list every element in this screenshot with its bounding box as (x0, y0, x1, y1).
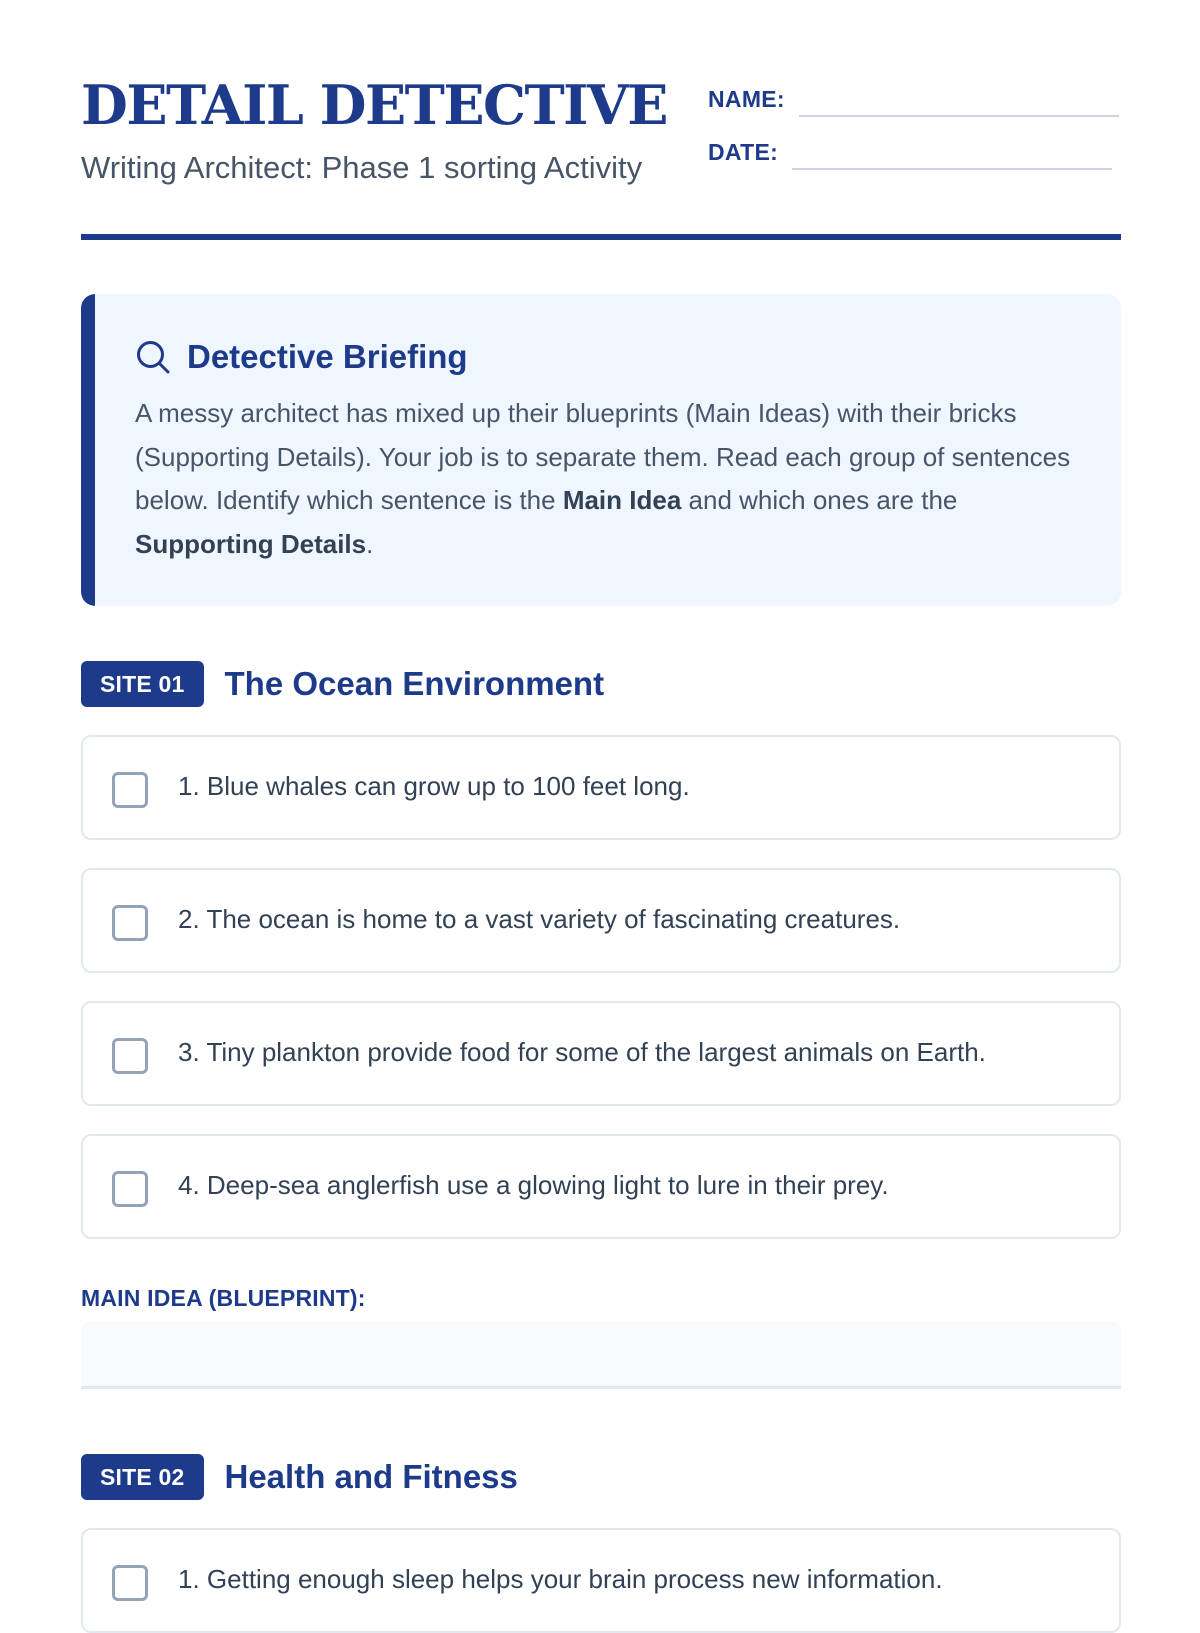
sentence-card (81, 1528, 1121, 1633)
sentence-checkbox[interactable] (112, 1565, 148, 1601)
briefing-title: Detective Briefing (187, 338, 468, 375)
site-badge: SITE 01 (81, 661, 204, 707)
site-title: Health and Fitness (224, 1458, 518, 1495)
name-input-line[interactable] (799, 115, 1119, 117)
worksheet-page (81, 0, 1121, 1594)
sentence-checkbox[interactable] (112, 772, 148, 808)
worksheet-header (81, 0, 1121, 242)
search-icon (135, 339, 171, 375)
main-idea-answer-field[interactable] (81, 1322, 1121, 1389)
header-divider (81, 234, 1121, 240)
sentence-text: 1. Blue whales can grow up to 100 feet long. (178, 771, 690, 801)
sentence-card (81, 1001, 1121, 1106)
briefing-text-part: A messy architect has mixed up their blueprints (Main Ideas) with their bricks (Supporting Details). Your job is to separate them. Read each group of sentences below. Identify which sentence is the (135, 398, 1071, 515)
site-title: The Ocean Environment (224, 665, 605, 702)
page-title: DETAIL DETECTIVE (81, 73, 667, 137)
sentence-checkbox[interactable] (112, 1171, 148, 1207)
site-badge: SITE 02 (81, 1454, 204, 1500)
sentence-text: 2. The ocean is home to a vast variety of fascinating creatures. (178, 904, 901, 934)
date-input-line[interactable] (792, 168, 1112, 170)
name-field (708, 88, 1119, 111)
sentence-card (81, 1134, 1121, 1239)
sentence-text: 1. Getting enough sleep helps your brain process new information. (178, 1564, 943, 1594)
site-heading (81, 1454, 518, 1500)
briefing-heading (135, 338, 468, 376)
sentence-text: 3. Tiny plankton provide food for some of the largest animals on Earth. (178, 1037, 986, 1067)
sentence-text: 4. Deep-sea anglerfish use a glowing light to lure in their prey. (178, 1170, 889, 1200)
date-field (708, 141, 1112, 164)
briefing-text-part: . (366, 528, 374, 559)
sentence-card (81, 868, 1121, 973)
name-label: NAME: (708, 86, 785, 112)
briefing-text (135, 392, 1085, 566)
date-label: DATE: (708, 139, 779, 165)
sentence-checkbox[interactable] (112, 905, 148, 941)
site-heading (81, 661, 604, 707)
main-idea-label: MAIN IDEA (BLUEPRINT): (81, 1285, 366, 1311)
briefing-text-part: and which ones are the (681, 485, 958, 515)
main-idea-term: Main Idea (562, 485, 682, 515)
supporting-details-term: Supporting Details (135, 528, 367, 559)
page-subtitle: Writing Architect: Phase 1 sorting Activity (81, 150, 643, 185)
sentence-checkbox[interactable] (112, 1038, 148, 1074)
sentence-card (81, 735, 1121, 840)
detective-briefing (81, 294, 1121, 606)
